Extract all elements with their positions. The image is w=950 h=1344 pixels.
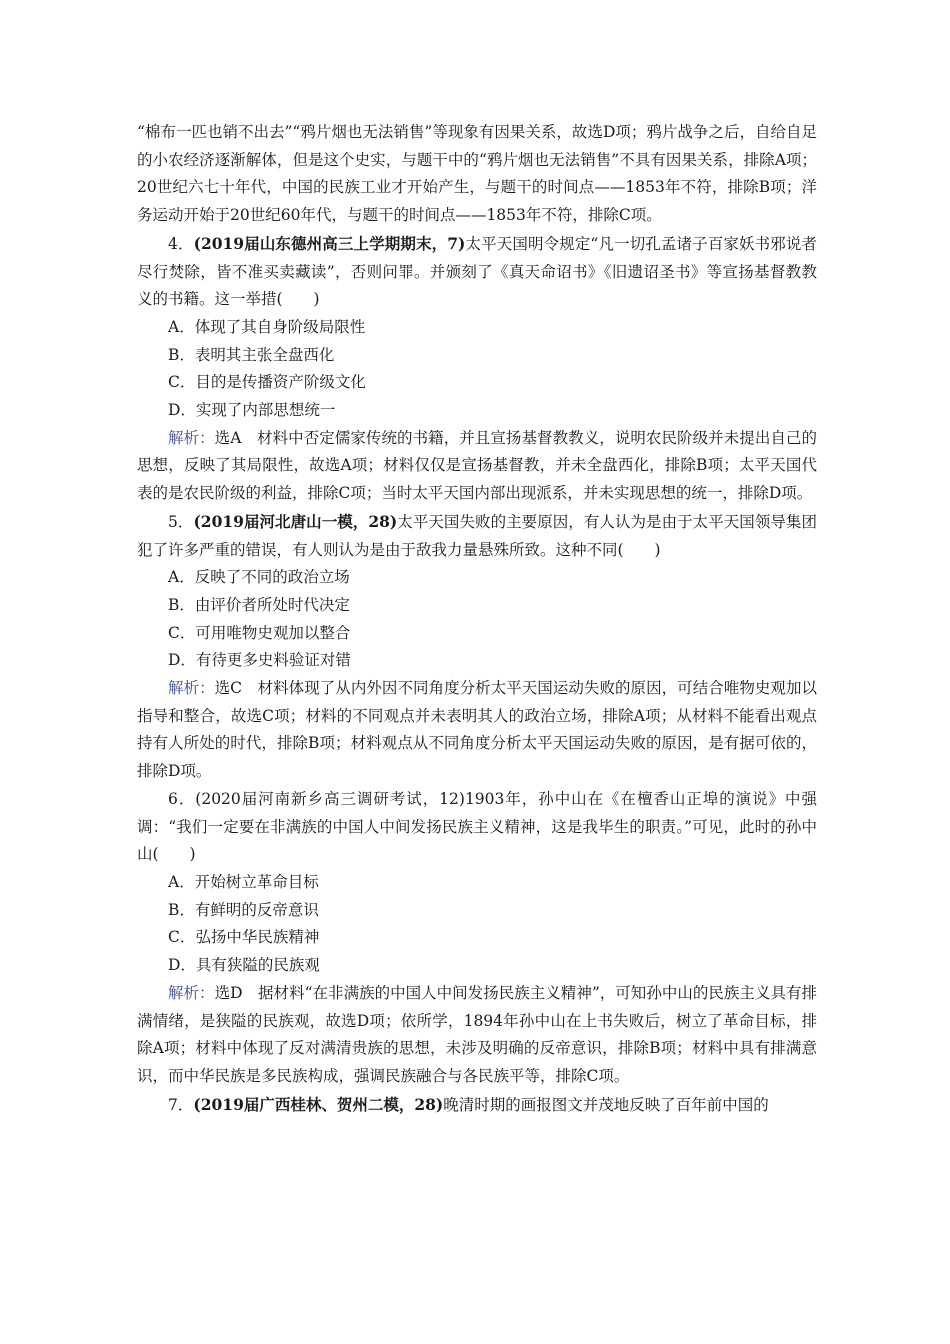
document-page	[137, 119, 817, 1119]
option-c: C．可用唯物史观加以整合	[168, 623, 351, 642]
option-d: D．具有狭隘的民族观	[168, 956, 320, 975]
question-text: 太平天国明令规定“凡一切孔孟诸子百家妖书邪说者尽行焚除，皆不准买卖藏读”，否则问罪。并颁刻了《真天命诏书》《旧遗诏圣书》等宣扬基督教教义的书籍。这一举措( )	[137, 234, 817, 309]
question-number: 6．	[168, 789, 196, 808]
option-d: D．有待更多史料验证对错	[168, 651, 351, 670]
question-7	[137, 1091, 817, 1120]
question-stem	[137, 1091, 817, 1120]
question-stem	[137, 230, 817, 314]
option-b: B．表明其主张全盘西化	[168, 345, 335, 364]
question-6	[137, 786, 817, 1091]
question-source: (2019届河北唐山一模，28)	[193, 511, 398, 531]
analysis	[137, 425, 817, 508]
analysis-text: 选C 材料体现了从内外因不同角度分析太平天国运动失败的原因，可结合唯物史观加以指导和整合，故选C项；材料的不同观点并未表明其人的政治立场，排除A项；从材料不能看出观点持有人所处的时代，排除B项；材料观点从不同角度分析太平天国运动失败的原因，是有据可依的，排除D项。	[137, 679, 817, 781]
question-4	[137, 230, 817, 508]
option-c: C．弘扬中华民族精神	[168, 928, 320, 947]
analysis-label: 解析：	[168, 679, 215, 698]
previous-analysis-continuation: “棉布一匹也销不出去”“鸦片烟也无法销售”等现象有因果关系，故选D项；鸦片战争之后，自给自足的小农经济逐渐解体，但是这个史实，与题干中的“鸦片烟也无法销售”不具有因果关系，排除A项；20世纪六七十年代，中国的民族工业才开始产生，与题干的时间点——1853年不符，排除B项；洋务运动开始于20世纪60年代，与题干的时间点——1853年不符，排除C项。	[137, 123, 817, 225]
question-number: 4．	[168, 234, 194, 253]
question-source: (2019届山东德州高三上学期期末，7)	[193, 233, 466, 253]
question-number: 5．	[168, 512, 194, 531]
analysis-label: 解析：	[168, 983, 215, 1002]
question-stem	[137, 508, 817, 564]
question-stem	[137, 786, 817, 869]
analysis	[137, 675, 817, 786]
option-a: A．体现了其自身阶级局限性	[168, 317, 366, 336]
question-number: 7．	[168, 1095, 194, 1114]
question-source: (2020届河南新乡高三调研考试，12)	[195, 789, 465, 808]
question-source: (2019届广西桂林、贺州二模，28)	[193, 1094, 444, 1114]
option-b: B．由评价者所处时代决定	[168, 595, 350, 614]
option-b: B．有鲜明的反帝意识	[168, 900, 319, 919]
analysis	[137, 980, 817, 1091]
option-a: A．反映了不同的政治立场	[168, 568, 350, 587]
analysis-text: 选D 据材料“在非满族的中国人中间发扬民族主义精神”，可知孙中山的民族主义具有排满情绪，是狭隘的民族观，故选D项；依所学，1894年孙中山在上书失败后，树立了革命目标，排除A项；材料中体现了反对满清贵族的思想，未涉及明确的反帝意识，排除B项；材料中具有排满意识，而中华民族是多民族构成，强调民族融合与各民族平等，排除C项。	[137, 983, 817, 1085]
question-text: 太平天国失败的主要原因，有人认为是由于太平天国领导集团犯了许多严重的错误，有人则认为是由于敌我力量悬殊所致。这种不同( )	[137, 512, 817, 559]
question-text: 1903年，孙中山在《在檀香山正埠的演说》中强调：“我们一定要在非满族的中国人中间发扬民族主义精神，这是我毕生的职责。”可见，此时的孙中山( )	[137, 789, 817, 864]
option-d: D．实现了内部思想统一	[168, 401, 336, 420]
option-c: C．目的是传播资产阶级文化	[168, 373, 366, 392]
analysis-label: 解析：	[168, 428, 215, 447]
option-a: A．开始树立革命目标	[168, 872, 319, 891]
question-text: 晚清时期的画报图文并茂地反映了百年前中国的	[443, 1095, 769, 1114]
question-5	[137, 508, 817, 786]
analysis-text: 选A 材料中否定儒家传统的书籍，并且宣扬基督教教义，说明农民阶级并未提出自己的思想，反映了其局限性，故选A项；材料仅仅是宣扬基督教，并未全盘西化，排除B项；太平天国代表的是农民阶级的利益，排除C项；当时太平天国内部出现派系，并未实现思想的统一，排除D项。	[137, 428, 817, 503]
